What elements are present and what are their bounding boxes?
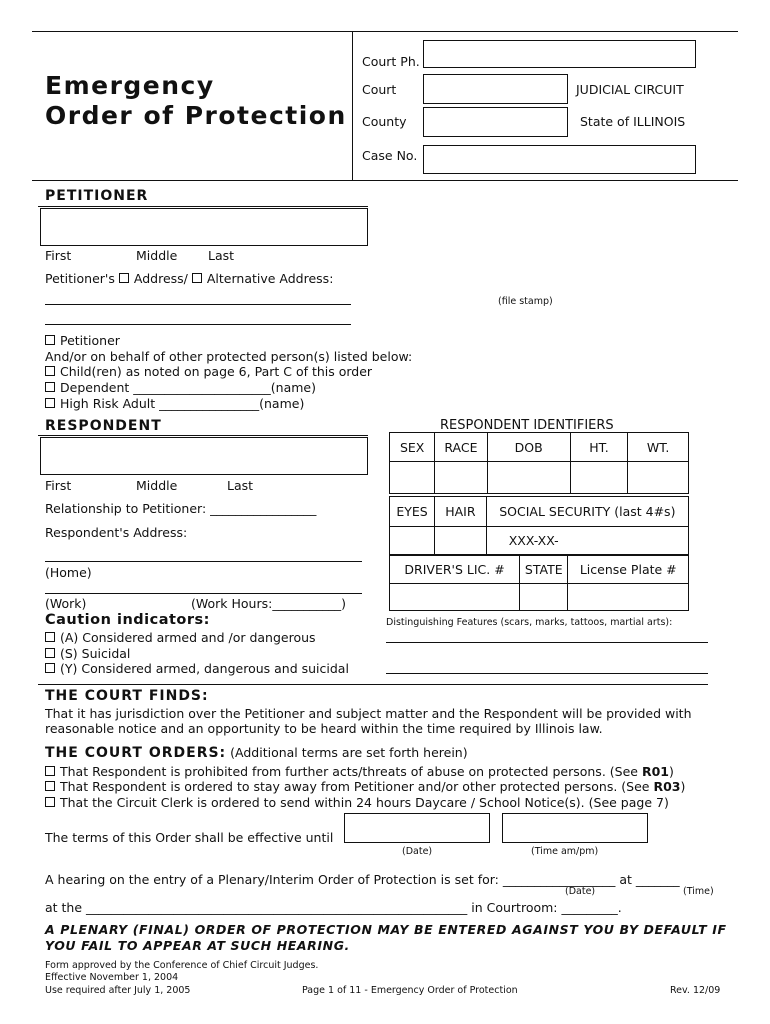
order-1-text: That Respondent is prohibited from further acts/threats of abuse on protected persons. (See [60,764,638,779]
hearing-date-label: (Date) [565,886,596,897]
caution-both-checkbox[interactable] [45,663,55,673]
petitioner-name-field[interactable] [40,208,368,246]
order-2-code: R03 [653,779,681,794]
caution-heading: Caution indicators: [45,612,210,628]
address-checkbox[interactable] [119,273,129,283]
order-2-text: That Respondent is ordered to stay away from Petitioner and/or other protected persons. (See [60,779,650,794]
effective-until-text: The terms of this Order shall be effective until [45,830,334,845]
dependent-checkbox[interactable] [45,382,55,392]
respondent-last-label: Last [227,478,254,493]
caution-armed-checkbox[interactable] [45,632,55,642]
high-risk-option [45,396,304,411]
hearing-line-2: at the _____________________________________________________________ in Courtroom: _________. [45,900,622,915]
footer-revision: Rev. 12/09 [670,985,721,996]
default-warning-line-1: A PLENARY (FINAL) ORDER OF PROTECTION MAY BE ENTERED AGAINST YOU BY DEFAULT IF [45,922,727,937]
drivers-lic-header: DRIVER'S LIC. # [390,556,520,584]
ssn-header: SOCIAL SECURITY (last 4#s) [486,497,688,527]
respondent-name-field[interactable] [40,437,368,475]
identifiers-table-2 [389,496,689,555]
title-line-1: Emergency [45,71,215,100]
petitioner-address-line [45,271,333,286]
plate-cell[interactable] [568,584,689,611]
on-behalf-text: And/or on behalf of other protected person(s) listed below: [45,349,413,364]
order-item-3 [45,795,669,810]
petitioner-rule [38,206,368,207]
default-warning-line-2: YOU FAIL TO APPEAR AT SUCH HEARING. [45,938,350,953]
respondent-address-label: Respondent's Address: [45,525,188,540]
relationship-line: Relationship to Petitioner: _________________ [45,501,317,516]
caution-suicidal-label: (S) Suicidal [60,646,131,661]
caution-both-label: (Y) Considered armed, dangerous and suicidal [60,661,349,676]
features-line-1 [386,642,708,643]
petitioner-address-line-2 [45,324,351,325]
county-field[interactable] [423,107,568,137]
header-divider [352,31,353,180]
petitioner-middle-label: Middle [136,248,178,263]
order-2-checkbox[interactable] [45,781,55,791]
case-no-field[interactable] [423,145,696,174]
respondent-home-line [45,561,362,562]
high-risk-label: High Risk Adult ________________(name) [60,396,305,411]
court-label: Court [362,82,397,97]
petitioner-self-label: Petitioner [60,333,120,348]
petitioner-last-label: Last [208,248,235,263]
petitioner-address-line-1 [45,304,351,305]
court-field[interactable] [423,74,568,104]
respondent-first-label: First [45,478,72,493]
effective-date-field[interactable] [344,813,490,843]
petitioner-self-option [45,333,120,348]
footer-approved: Form approved by the Conference of Chief Circuit Judges. [45,960,319,971]
orders-subheading: (Additional terms are set forth herein) [230,745,468,760]
address-prefix: Petitioner's [45,271,115,286]
weight-cell[interactable] [628,462,689,494]
finds-rule [38,684,708,685]
sex-header: SEX [390,433,435,462]
work-label: (Work) [45,596,87,611]
ssn-cell[interactable] [486,527,688,555]
dependent-option [45,380,316,395]
hair-cell[interactable] [435,527,487,555]
caution-armed-label: (A) Considered armed and /or dangerous [60,630,316,645]
petitioner-first-label: First [45,248,72,263]
eyes-cell[interactable] [390,527,435,555]
hearing-line-1: A hearing on the entry of a Plenary/Interim Order of Protection is set for: __________________ at _______ [45,872,680,887]
dob-header: DOB [487,433,570,462]
court-ph-label: Court Ph. [362,54,420,69]
title-line-2: Order of Protection [45,101,347,130]
orders-heading: THE COURT ORDERS: [45,745,227,761]
petitioner-self-checkbox[interactable] [45,335,55,345]
identifiers-table-3 [389,555,689,611]
caution-suicidal-checkbox[interactable] [45,648,55,658]
effective-time-label: (Time am/pm) [531,846,599,857]
dependent-label: Dependent ______________________(name) [60,380,316,395]
address-option: Address/ [133,271,188,286]
footer-page-number: Page 1 of 11 - Emergency Order of Protection [302,985,518,996]
case-no-label: Case No. [362,148,418,163]
county-label: County [362,114,407,129]
caution-both-option [45,661,349,676]
identifiers-table-1 [389,432,689,494]
respondent-rule [38,435,368,436]
footer-effective: Effective November 1, 2004 [45,972,179,983]
race-header: RACE [435,433,487,462]
plate-header: License Plate # [568,556,689,584]
features-line-2 [386,673,708,674]
order-item-1 [45,764,674,779]
order-1-checkbox[interactable] [45,766,55,776]
effective-time-field[interactable] [502,813,648,843]
children-option [45,364,372,379]
children-label: Child(ren) as noted on page 6, Part C of this order [60,364,373,379]
eyes-header: EYES [390,497,435,527]
orders-heading-line [45,745,468,761]
sex-cell[interactable] [390,462,435,494]
order-item-2 [45,779,685,794]
identifiers-heading: RESPONDENT IDENTIFIERS [440,418,614,433]
finds-line-1: That it has jurisdiction over the Petitioner and subject matter and the Respondent will be provided with [45,706,692,721]
weight-header: WT. [628,433,689,462]
height-cell[interactable] [570,462,628,494]
judicial-circuit-label: JUDICIAL CIRCUIT [576,82,684,97]
court-ph-field[interactable] [423,40,696,68]
race-cell[interactable] [435,462,487,494]
finds-heading: THE COURT FINDS: [45,688,209,704]
caution-armed-option [45,630,316,645]
footer-required: Use required after July 1, 2005 [45,985,191,996]
ssn-prefix: XXX-XX- [508,533,559,548]
home-label: (Home) [45,565,92,580]
header-bottom-rule [32,180,738,181]
work-hours-label: (Work Hours:___________) [191,596,346,611]
caution-suicidal-option [45,646,130,661]
effective-date-label: (Date) [402,846,433,857]
finds-line-2: reasonable notice and an opportunity to be heard within the time required by Illinois law. [45,721,603,736]
height-header: HT. [570,433,628,462]
alt-address-option: Alternative Address: [206,271,334,286]
respondent-heading: RESPONDENT [45,418,162,434]
petitioner-heading: PETITIONER [45,188,149,204]
state-label: State of ILLINOIS [580,114,686,129]
dob-cell[interactable] [487,462,570,494]
alt-address-checkbox[interactable] [192,273,202,283]
order-1-close: ) [668,764,674,779]
order-3-checkbox[interactable] [45,797,55,807]
high-risk-checkbox[interactable] [45,398,55,408]
hair-header: HAIR [435,497,487,527]
order-1-code: R01 [641,764,669,779]
respondent-work-line [45,593,362,594]
drivers-lic-cell[interactable] [390,584,520,611]
file-stamp-label: (file stamp) [498,296,553,307]
distinguishing-features-label: Distinguishing Features (scars, marks, tattoos, martial arts): [386,617,673,628]
header-top-rule [32,31,738,32]
state-header: STATE [520,556,568,584]
respondent-middle-label: Middle [136,478,178,493]
state-cell[interactable] [520,584,568,611]
hearing-time-label: (Time) [683,886,714,897]
order-3-text: That the Circuit Clerk is ordered to send within 24 hours Daycare / School Notice(s). (See page 7) [60,795,669,810]
children-checkbox[interactable] [45,366,55,376]
order-2-close: ) [680,779,686,794]
